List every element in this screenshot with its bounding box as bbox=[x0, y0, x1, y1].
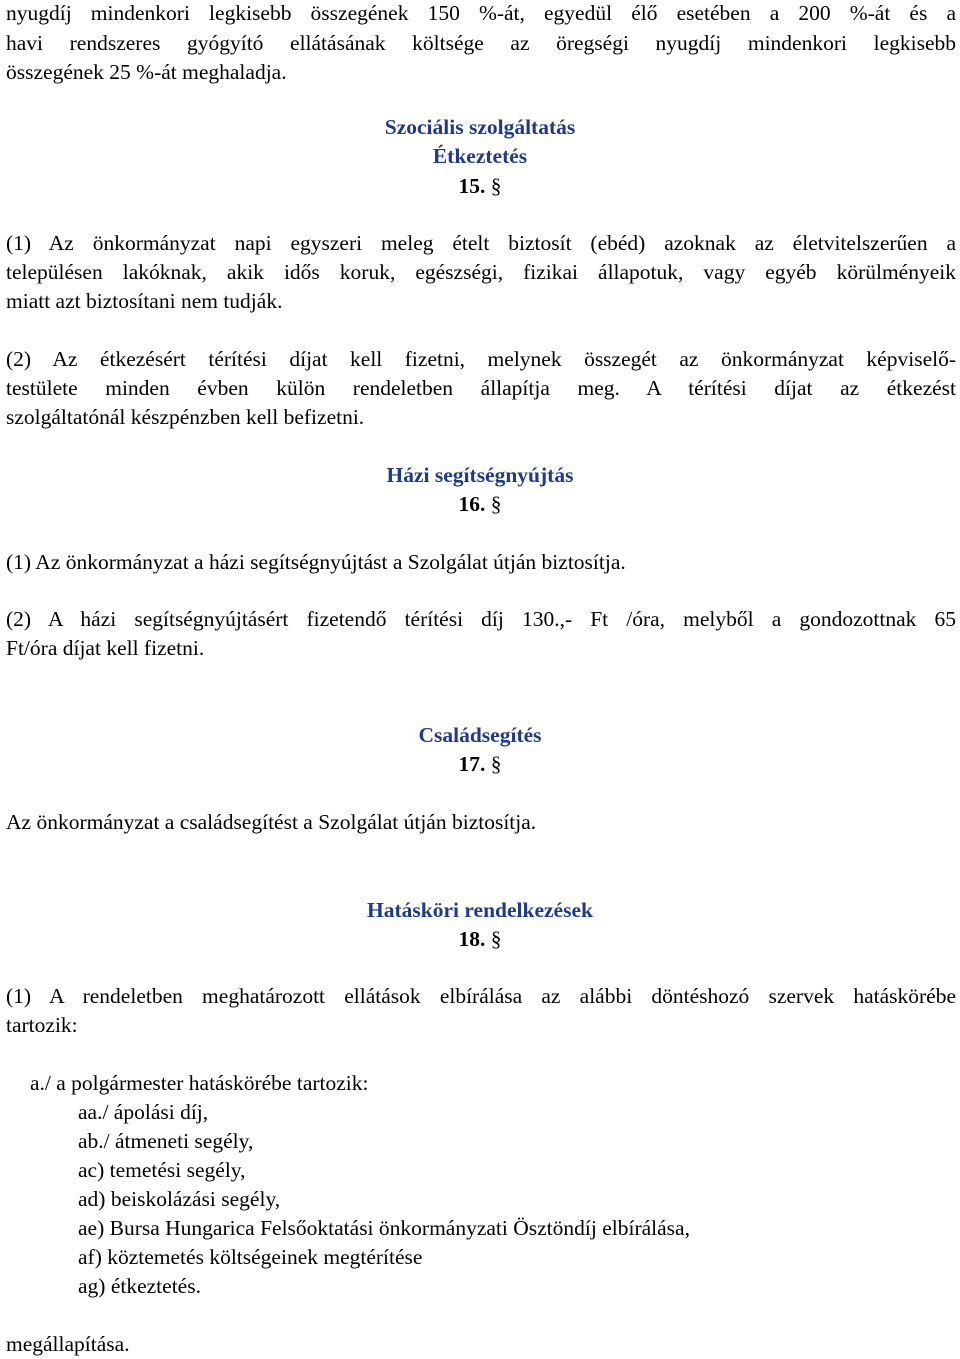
list-item: ab./ átmeneti segély, bbox=[78, 1129, 254, 1153]
paragraph-line: Ft/óra díjat kell fizetni. bbox=[6, 636, 205, 660]
list-intro: a./ a polgármester hatáskörébe tartozik: bbox=[30, 1071, 369, 1095]
list-item: ae) Bursa Hungarica Felsőoktatási önkormányzati Ösztöndíj elbírálása, bbox=[78, 1216, 690, 1240]
section-number-text: 15. bbox=[458, 174, 486, 198]
paragraph-line: (1) Az önkormányzat napi egyszeri meleg ételt biztosít (ebéd) azoknak az életvitelszerűen a bbox=[6, 231, 956, 255]
paragraph-line: havi rendszeres gyógyító ellátásának költsége az öregségi nyugdíj mindenkori legkisebb bbox=[6, 31, 956, 55]
section-number bbox=[0, 929, 960, 951]
paragraph-line: miatt azt biztosítani nem tudják. bbox=[6, 289, 283, 313]
paragraph-line: testülete minden évben külön rendeletben állapítja meg. A térítési díjat az étkezést bbox=[6, 376, 956, 400]
section-heading: Házi segítségnyújtás bbox=[386, 463, 574, 487]
paragraph-symbol: § bbox=[490, 174, 502, 198]
section-number bbox=[0, 176, 960, 198]
list-item: ad) beiskolázási segély, bbox=[78, 1187, 281, 1211]
paragraph-line: tartozik: bbox=[6, 1013, 78, 1037]
paragraph-line: (1) Az önkormányzat a házi segítségnyújtást a Szolgálat útján biztosítja. bbox=[6, 550, 626, 574]
paragraph-line: (1) A rendeletben meghatározott ellátások elbírálása az alábbi döntéshozó szervek hatáskörébe bbox=[6, 984, 956, 1008]
paragraph-line: összegének 25 %-át meghaladja. bbox=[6, 60, 287, 84]
section-number bbox=[0, 754, 960, 776]
list-item: ag) étkeztetés. bbox=[78, 1274, 201, 1298]
paragraph-symbol: § bbox=[490, 492, 502, 516]
paragraph-symbol: § bbox=[490, 927, 502, 951]
paragraph-line: nyugdíj mindenkori legkisebb összegének 150 %-át, egyedül élő esetében a 200 %-át és a bbox=[6, 1, 956, 25]
paragraph-line: (2) A házi segítségnyújtásért fizetendő térítési díj 130.,- Ft /óra, melyből a gondozottnak 65 bbox=[6, 607, 956, 631]
section-heading: Szociális szolgáltatás bbox=[384, 115, 576, 139]
section-subheading: Étkeztetés bbox=[432, 144, 528, 168]
paragraph-symbol: § bbox=[490, 752, 502, 776]
paragraph-line: szolgáltatónál készpénzben kell befizetni. bbox=[6, 405, 365, 429]
section-number-text: 16. bbox=[458, 492, 486, 516]
list-closing: megállapítása. bbox=[6, 1332, 130, 1356]
section-heading: Családsegítés bbox=[418, 723, 542, 747]
paragraph-line: településen lakóknak, akik idős koruk, egészségi, fizikai állapotuk, vagy egyéb körülményeik bbox=[6, 260, 956, 284]
paragraph-line: (2) Az étkezésért térítési díjat kell fizetni, melynek összegét az önkormányzat képviselő- bbox=[6, 347, 956, 371]
paragraph-line: Az önkormányzat a családsegítést a Szolgálat útján biztosítja. bbox=[6, 810, 537, 834]
list-item: aa./ ápolási díj, bbox=[78, 1100, 209, 1124]
section-heading: Hatásköri rendelkezések bbox=[367, 898, 593, 922]
list-item: af) köztemetés költségeinek megtérítése bbox=[78, 1245, 423, 1269]
list-item: ac) temetési segély, bbox=[78, 1158, 246, 1182]
section-number-text: 18. bbox=[458, 927, 486, 951]
section-number-text: 17. bbox=[458, 752, 486, 776]
section-number bbox=[0, 494, 960, 516]
